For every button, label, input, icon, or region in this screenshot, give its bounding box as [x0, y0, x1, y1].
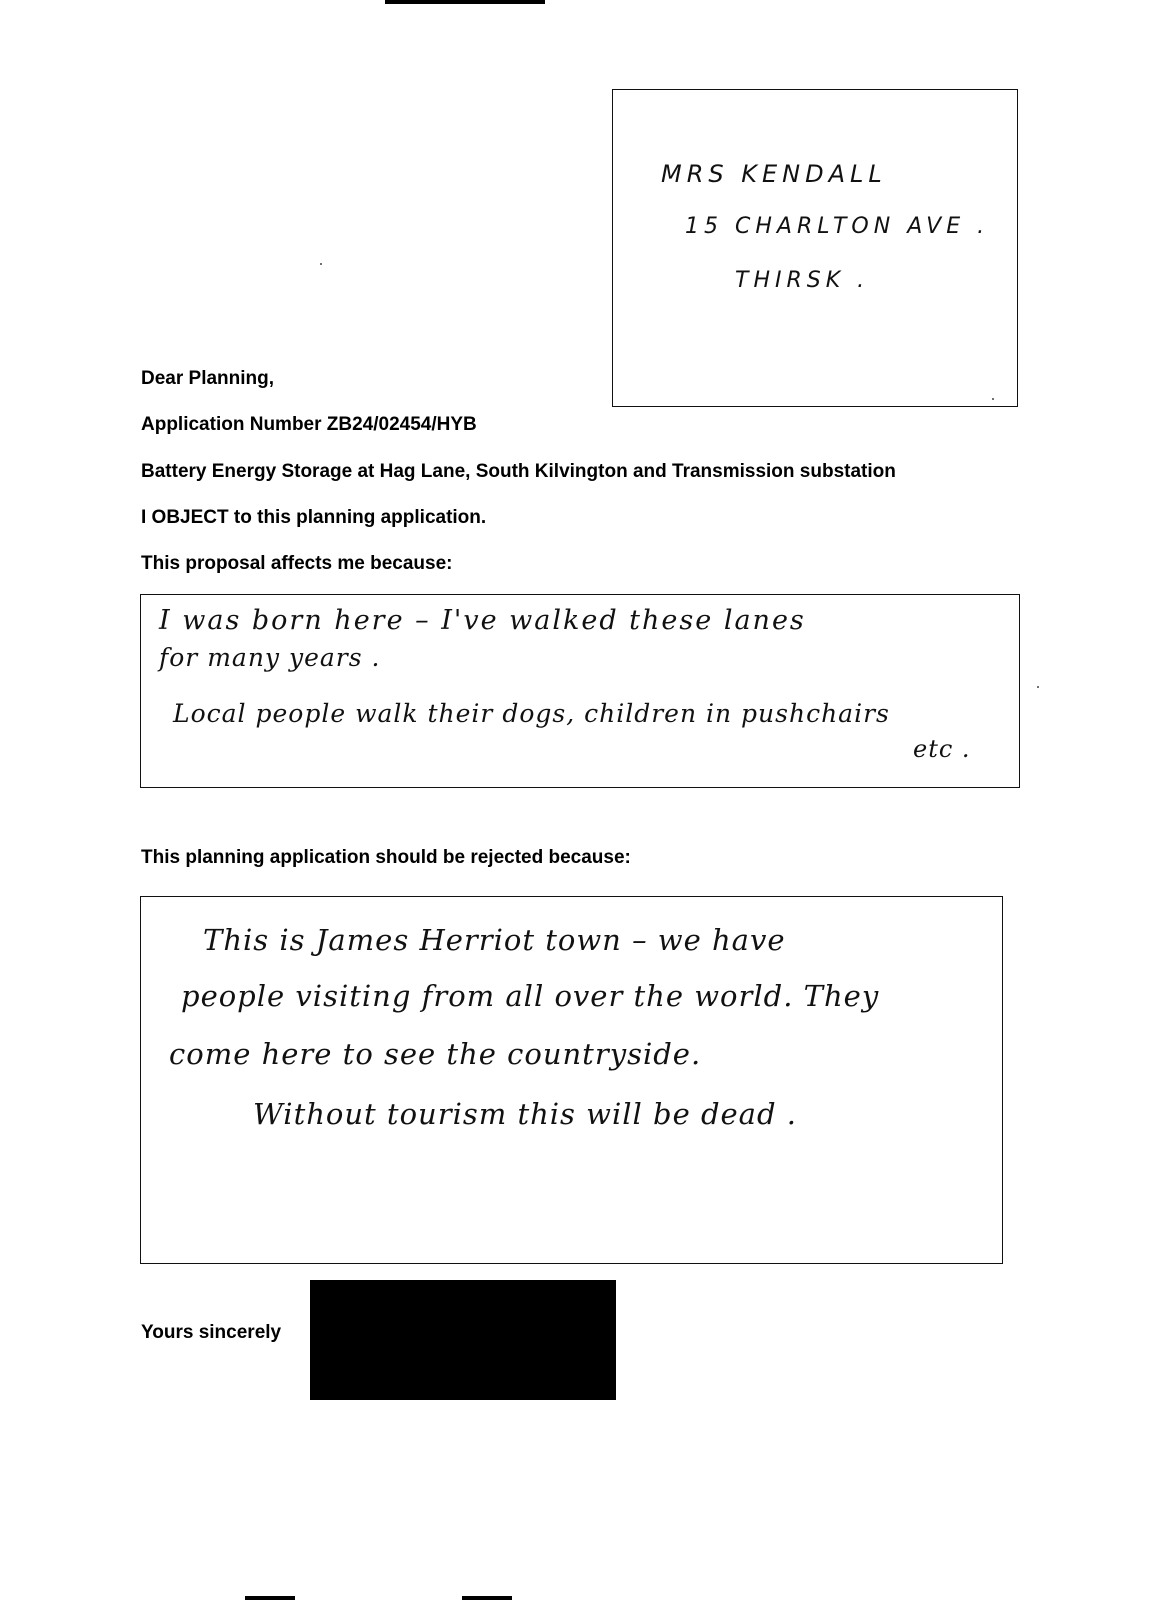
affects-answer-box [140, 594, 1020, 788]
scan-artifact-bottom-left [245, 1596, 295, 1600]
application-number: Application Number ZB24/02454/HYB [141, 414, 477, 435]
salutation: Dear Planning, [141, 368, 275, 389]
objection-statement: I OBJECT to this planning application. [141, 507, 487, 528]
affects-line-1: I was born here – I've walked these lanes [159, 605, 806, 636]
address-line-street: 15 CHARLTON AVE . [685, 214, 990, 239]
address-box [612, 89, 1018, 407]
subject-line: Battery Energy Storage at Hag Lane, South Kilvington and Transmission substation [141, 461, 896, 482]
address-line-town: THIRSK . [735, 268, 870, 293]
affects-line-2: for many years . [159, 643, 381, 672]
rejected-line-4: Without tourism this will be dead . [253, 1097, 797, 1131]
affects-line-4: etc . [913, 735, 971, 763]
speck [1037, 686, 1039, 688]
address-line-name: MRS KENDALL [661, 160, 887, 188]
scan-artifact-bottom-right [462, 1596, 512, 1600]
rejected-line-1: This is James Herriot town – we have [203, 923, 786, 957]
affects-label: This proposal affects me because: [141, 553, 453, 574]
rejected-line-2: people visiting from all over the world. They [181, 979, 880, 1013]
closing: Yours sincerely [141, 1322, 282, 1343]
speck [320, 263, 322, 265]
rejected-line-3: come here to see the countryside. [169, 1037, 702, 1071]
rejected-label: This planning application should be rejected because: [141, 847, 631, 868]
scan-artifact-top [385, 0, 545, 4]
rejected-answer-box [140, 896, 1003, 1264]
affects-line-3: Local people walk their dogs, children in pushchairs [173, 699, 890, 728]
redacted-signature [310, 1280, 616, 1400]
